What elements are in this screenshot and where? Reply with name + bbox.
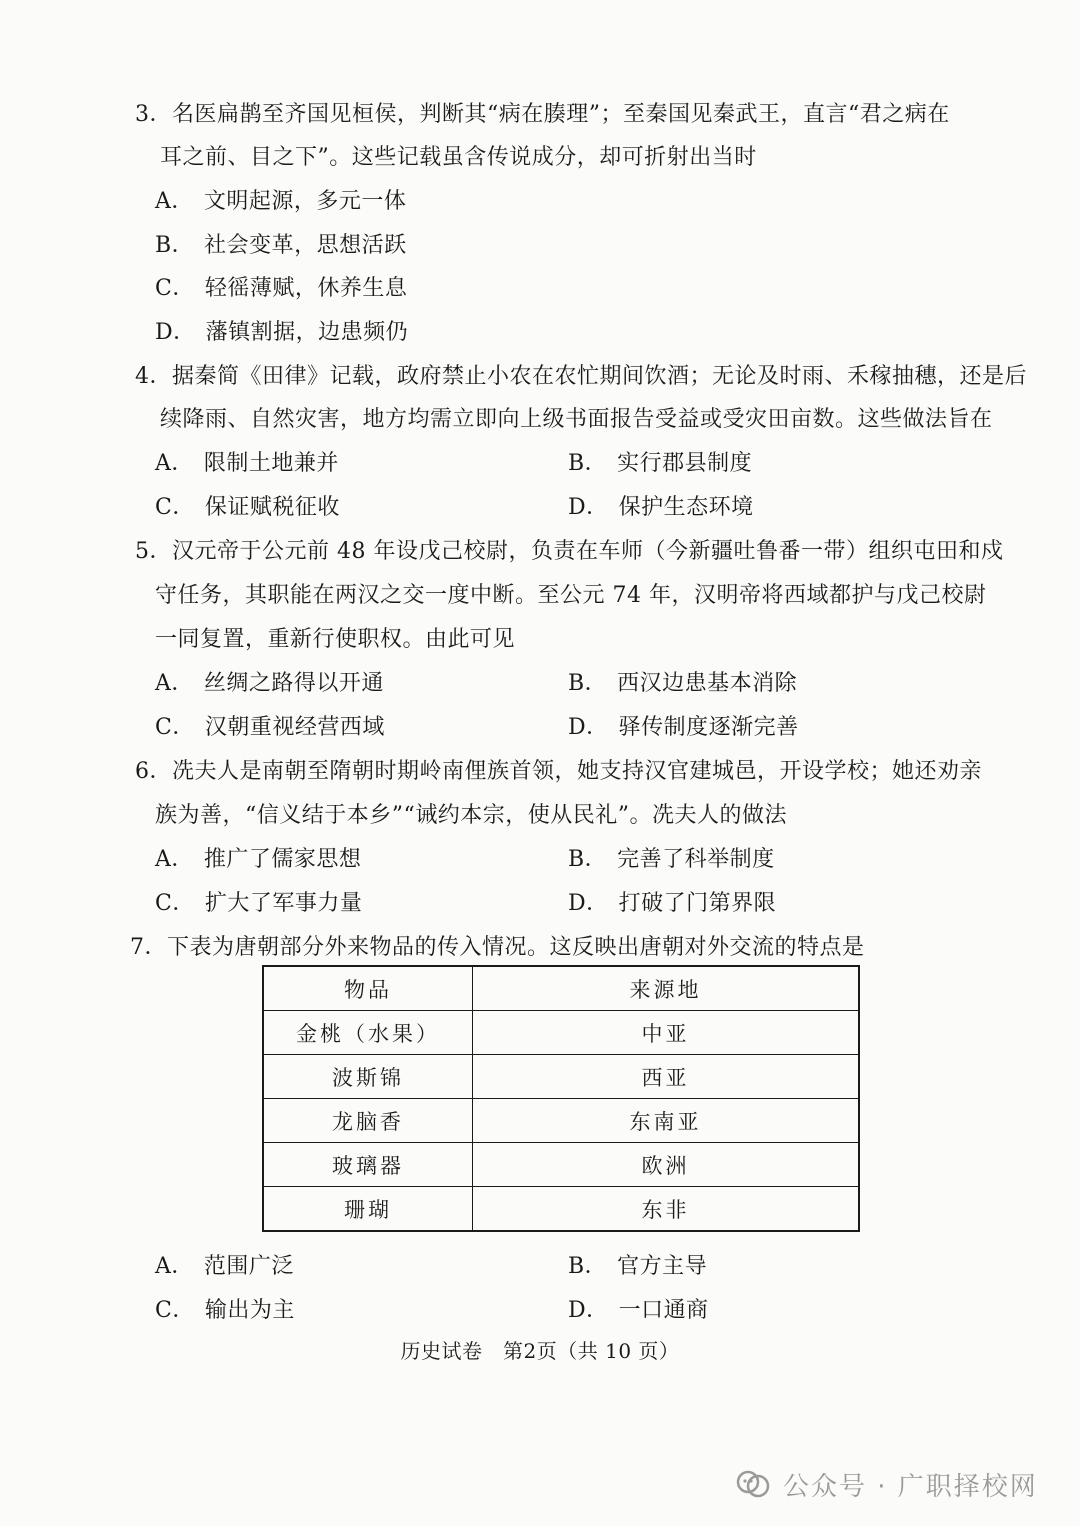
option-letter: A． xyxy=(155,451,194,476)
watermark xyxy=(735,1464,1038,1504)
question-3-option-c xyxy=(155,274,407,304)
table-header-row xyxy=(263,966,859,1011)
option-text: 扩大了军事力量 xyxy=(204,891,363,916)
question-7-line-1: 7．下表为唐朝部分外来物品的传入情况。这反映出唐朝对外交流的特点是 xyxy=(130,935,865,960)
question-3-option-b xyxy=(155,231,407,261)
option-text: 文明起源，多元一体 xyxy=(203,189,407,214)
question-5-line-1: 5．汉元帝于公元前 48 年设戊己校尉，负责在车师（今新疆吐鲁番一带）组织屯田和戍 xyxy=(135,539,1004,564)
question-3-line-1: 3．名医扁鹊至齐国见桓侯，判断其“病在腠理”；至秦国见秦武王，直言“君之病在 xyxy=(135,102,950,127)
option-letter: B． xyxy=(155,233,195,258)
watermark-text: 公众号 · 广职择校网 xyxy=(783,1471,1038,1502)
question-6-option-a xyxy=(155,845,361,875)
option-text: 打破了门第界限 xyxy=(618,891,777,916)
option-letter: A． xyxy=(155,847,194,872)
option-text: 丝绸之路得以开通 xyxy=(203,671,384,696)
question-4-option-b xyxy=(568,449,752,479)
question-6-option-c xyxy=(155,889,362,919)
question-7-option-a xyxy=(155,1252,294,1282)
option-letter: C． xyxy=(155,1298,195,1323)
table-header-cell: 物品 xyxy=(263,966,473,1011)
option-letter: B． xyxy=(568,1254,608,1279)
question-6-option-d xyxy=(568,889,776,919)
question-4-option-d xyxy=(568,493,754,523)
option-letter: C． xyxy=(155,715,195,740)
question-6-line-2: 族为善，“信义结于本乡”“诫约本宗，使从民礼”。冼夫人的做法 xyxy=(155,803,787,828)
table-cell: 金桃（水果） xyxy=(263,1011,473,1055)
question-5-option-b xyxy=(568,669,797,699)
option-text: 一口通商 xyxy=(618,1298,709,1323)
question-4-option-c xyxy=(155,493,340,523)
question-5-option-d xyxy=(568,713,799,743)
option-letter: C． xyxy=(155,891,195,916)
table-header-cell: 来源地 xyxy=(473,966,860,1011)
question-7-option-b xyxy=(568,1252,707,1282)
option-text: 社会变革，思想活跃 xyxy=(204,233,407,258)
option-letter: D． xyxy=(155,320,196,345)
option-text: 实行郡县制度 xyxy=(617,451,753,476)
table-cell: 珊瑚 xyxy=(263,1187,473,1232)
option-text: 西汉边患基本消除 xyxy=(617,671,798,696)
option-letter: A． xyxy=(155,671,194,696)
option-text: 藩镇割据，边患频仍 xyxy=(205,320,409,345)
question-7-option-d xyxy=(568,1296,709,1326)
table-cell: 东南亚 xyxy=(473,1099,860,1143)
option-letter: B． xyxy=(568,671,608,696)
option-text: 汉朝重视经营西域 xyxy=(204,715,385,740)
table-cell: 东非 xyxy=(473,1187,860,1232)
question-7-option-c xyxy=(155,1296,295,1326)
question-6-option-b xyxy=(568,845,775,875)
option-letter: C． xyxy=(155,276,195,301)
table-row xyxy=(263,1099,859,1143)
question-3-line-2: 耳之前、目之下”。这些记载虽含传说成分，却可折射出当时 xyxy=(160,145,757,170)
question-4-line-2: 续降雨、自然灾害，地方均需立即向上级书面报告受益或受灾田亩数。这些做法旨在 xyxy=(160,407,993,432)
option-text: 保证赋税征收 xyxy=(204,495,340,520)
table-cell: 西亚 xyxy=(473,1055,860,1099)
option-letter: B． xyxy=(568,451,608,476)
question-5-option-c xyxy=(155,713,385,743)
table-cell: 波斯锦 xyxy=(263,1055,473,1099)
question-5-line-3: 一同复置，重新行使职权。由此可见 xyxy=(155,627,516,652)
wechat-official-account-icon xyxy=(735,1469,771,1499)
table-row xyxy=(263,1011,859,1055)
question-3-option-d xyxy=(155,318,408,348)
question-5-line-2: 守任务，其职能在两汉之交一度中断。至公元 74 年，汉明帝将西域都护与戊己校尉 xyxy=(155,583,987,608)
option-text: 输出为主 xyxy=(204,1298,295,1323)
import-goods-table xyxy=(262,965,860,1232)
option-letter: D． xyxy=(568,495,609,520)
option-text: 官方主导 xyxy=(617,1254,708,1279)
table-row xyxy=(263,1143,859,1187)
option-text: 轻徭薄赋，休养生息 xyxy=(204,276,408,301)
option-letter: C． xyxy=(155,495,195,520)
page-footer: 历史试卷 第2页（共 10 页） xyxy=(400,1339,680,1363)
question-3-option-a xyxy=(155,187,406,217)
question-4-line-1: 4．据秦简《田律》记载，政府禁止小农在农忙期间饮酒；无论及时雨、禾稼抽穗，还是后 xyxy=(135,364,1028,389)
option-letter: A． xyxy=(155,1254,194,1279)
option-text: 范围广泛 xyxy=(203,1254,294,1279)
question-4-option-a xyxy=(155,449,339,479)
option-letter: D． xyxy=(568,891,609,916)
option-letter: D． xyxy=(568,715,609,740)
table-cell: 玻璃器 xyxy=(263,1143,473,1187)
table-cell: 中亚 xyxy=(473,1011,860,1055)
option-text: 完善了科举制度 xyxy=(617,847,775,872)
question-5-option-a xyxy=(155,669,384,699)
option-text: 限制土地兼并 xyxy=(203,451,339,476)
table-cell: 龙脑香 xyxy=(263,1099,473,1143)
table-row xyxy=(263,1055,859,1099)
option-letter: D． xyxy=(568,1298,609,1323)
question-6-line-1: 6．冼夫人是南朝至隋朝时期岭南俚族首领，她支持汉官建城邑，开设学校；她还劝亲 xyxy=(135,759,982,784)
table-row xyxy=(263,1187,859,1232)
option-text: 推广了儒家思想 xyxy=(203,847,362,872)
option-text: 保护生态环境 xyxy=(618,495,754,520)
option-text: 驿传制度逐渐完善 xyxy=(618,715,799,740)
table-cell: 欧洲 xyxy=(473,1143,860,1187)
option-letter: B． xyxy=(568,847,608,872)
option-letter: A． xyxy=(155,189,194,214)
